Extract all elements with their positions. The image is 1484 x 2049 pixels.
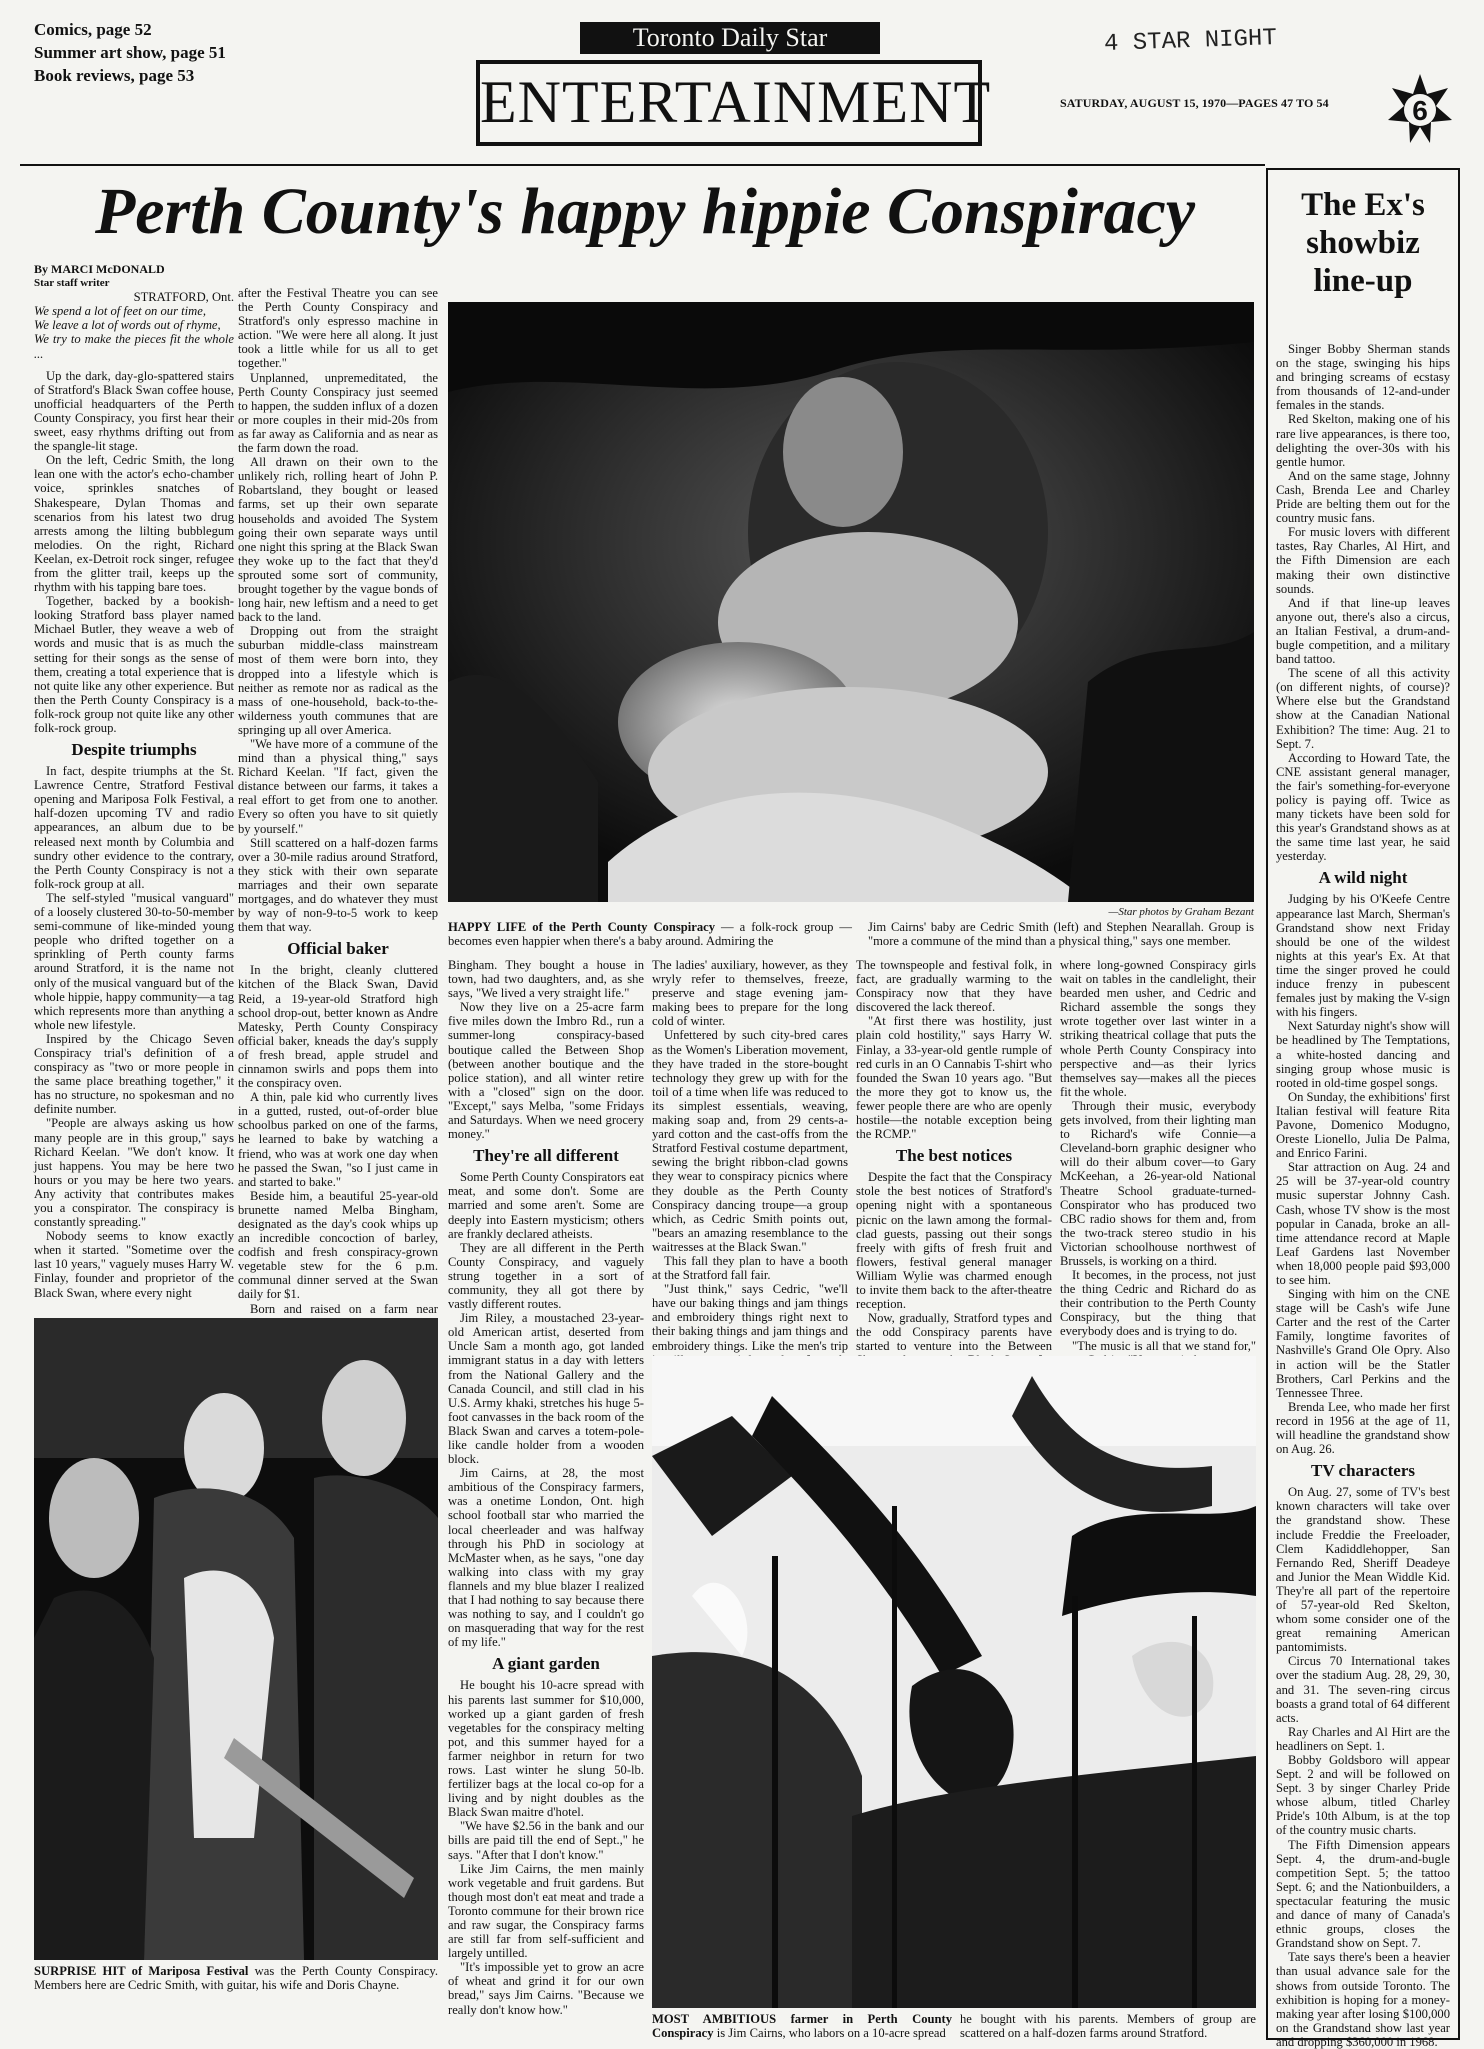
sidebar-box bbox=[1266, 168, 1460, 2049]
caption-lead: HAPPY LIFE of the Perth County Conspiracy bbox=[448, 920, 716, 934]
article-paragraph: "Just think," says Cedric, "we'll have our baking things and jam things and embroidery things right next to their baking things and jam things and embroidery things. Like the men's trip bbox=[652, 1282, 848, 1353]
section-title-box bbox=[476, 60, 992, 146]
sidebar-subhead: TV characters bbox=[1310, 1461, 1416, 1481]
sidebar-paragraph: Brenda Lee, who made her first record in 1956 at the age of 11, will headline the grandstand show on Aug. 26. bbox=[1276, 1399, 1450, 1457]
article-paragraph: Inspired by the Chicago Seven Conspiracy trial's definition of a conspiracy as "two or more people in the same place breathing together," it has no structure, no spokesman and no definite number. bbox=[34, 1031, 234, 1117]
index-art-show-link[interactable]: Summer art show, page 51 bbox=[34, 43, 226, 62]
article-paragraph: A thin, pale kid who currently lives in a gutted, rusted, out-of-order blue schoolbus parked on one of the farms, he learned to bake by watching a friend, who was at work one day when he passed the Swan, "so I just came in and started to bake." bbox=[238, 1090, 438, 1189]
article-paragraph: where long-gowned Conspiracy girls wait on tables in the candlelight, their bearded men usher, and Cedric and Richard assemble the songs they wrote together over last winter in a striking theatrical collage that puts the whole Perth County Conspiracy into perspective and—as their lyrics themselves say—makes all the pieces fit the whole. bbox=[1060, 958, 1256, 1099]
subhead: Official baker bbox=[287, 939, 389, 959]
section-index bbox=[34, 18, 264, 87]
article-column-6 bbox=[1060, 958, 1256, 1353]
article-column-2 bbox=[238, 286, 438, 1316]
article-paragraph: Despite the fact that the Conspiracy stole the best notices of Stratford's opening night with a spontaneous picnic on the lawn among the formal-clad guests, passing out their songs freely with gifts of fresh fruit and flowers, festival general manager William Wylie was charmed enough to invite them back to the after-theatre reception. bbox=[856, 1170, 1052, 1312]
caption-text: — a folk-rock group —becomes even happier when there's a baby around. Admiring the bbox=[448, 920, 853, 948]
article-paragraph: They are all different in the Perth County Conspiracy, and vaguely strung together in a sort of community, they all got there by vastly different routes. bbox=[448, 1240, 644, 1312]
article-paragraph: Dropping out from the straight suburban middle-class mainstream most of them were born into, they dropped into a lifestyle which is neither as remote nor as radical as the mass of one-household, back-to-the-wilderness youth communes that are springing up all over America. bbox=[238, 624, 438, 737]
page-headline: Perth County's happy hippie Conspiracy bbox=[94, 175, 1196, 248]
article-paragraph: "We have more of a commune of the mind than a physical thing," says Richard Keelan. "If fact, given the distance between our farms, it takes a real effort to get from one to another. Every so often you have to sit quietly by yourself." bbox=[238, 737, 438, 836]
photo-mariposa-festival-image bbox=[34, 1318, 438, 1960]
photo-corn-caption-left bbox=[652, 2012, 952, 2042]
article-paragraph: Now, gradually, Stratford types and the odd Conspiracy parents have started to venture into the Between bbox=[856, 1311, 1052, 1354]
photo-credit: —Star photos by Graham Bezant bbox=[1108, 906, 1254, 918]
article-paragraph: Still scattered on a half-dozen farms over a 30-mile radius around Stratford, they stick with their own separate marriages and their own separate mortgages, and do whatever they must by way of non-9-to-5 work to keep them that way. bbox=[238, 835, 438, 935]
photo-top-caption-right bbox=[868, 920, 1254, 950]
article-paragraph: "We have $2.56 in the bank and our bills are paid till the end of Sept.," he says. "After that I don't know." bbox=[448, 1819, 644, 1862]
article-paragraph: Together, backed by a bookish-looking Stratford bass player named Michael Butler, they weave a web of words and music that is as much the setting for their songs as the sense of them, creating a total experience that is not quite like any other experience. But then the Perth County Conspiracy is a folk-rock group not quite like any other folk-rock group. bbox=[34, 594, 234, 735]
star-badge bbox=[1384, 72, 1456, 144]
photo-mariposa-festival bbox=[34, 1318, 438, 1960]
sidebar-paragraph: According to Howard Tate, the CNE assistant general manager, the fair's something-for-everyone policy is paying off. Twice as many tickets have been sold for this year's Grandstand shows as at the same time last year, he said yesterday. bbox=[1276, 750, 1450, 864]
sidebar-paragraph: Judging by his O'Keefe Centre appearance last March, Sherman's Grandstand show next Friday should be one of the wildest nights at this year's Ex. At that time the singer proved he could induce frenzy in pubescent females just by making the V-sign with his fingers. bbox=[1276, 892, 1450, 1020]
caption-text: Jim Cairns' baby are Cedric Smith (left) and Stephen Nearallah. Group is "more a commune of the mind than a physical thing," says one member. bbox=[868, 920, 1254, 948]
sidebar-paragraph: The scene of all this activity (on different nights, of course)? Where else but the Grandstand show at the Canadian National Exhibition? The time: Aug. 21 to Sept. 7. bbox=[1276, 666, 1450, 751]
article-paragraph: The self-styled "musical vanguard" of a loosely clustered 30-to-50-member semi-commune of like-minded young people who drifted together on a sprinkling of Perth county farms around Stratford, it is the name not only of the musical vanguard but of the whole hippie, happy community—a tag which represents more than anything a whole new lifestyle. bbox=[34, 890, 234, 1032]
article-paragraph: Like Jim Cairns, the men mainly work vegetable and fruit gardens. But though most don't eat meat and trade a Toronto commune for their brown rice and raw sugar, the Conspiracy farms are still far from self-sufficient and largely untilled. bbox=[448, 1861, 644, 1961]
byline-role: Star staff writer bbox=[34, 277, 110, 290]
photo-corn-caption-right bbox=[960, 2012, 1256, 2042]
paper-name: Toronto Daily Star bbox=[632, 23, 828, 52]
paper-nameplate bbox=[580, 22, 880, 54]
sidebar-paragraph: On Aug. 27, some of TV's best known characters will take over the grandstand show. These include Freddie the Freeloader, Clem Kadiddlehopper, San Fernando Red, Sheriff Deadeye and Junior the Mean Widdle Kid. They're all part of the repertoire of 57-year-old Red Skelton, whom some consider one of the great remaining American pantomimists. bbox=[1276, 1485, 1450, 1655]
sidebar-paragraph: Singing with him on the CNE stage will be Cash's wife June Carter and the rest of the Carter Family, longtime favorites of Nashville's Grand Ole Opry. Also in action will be the Statler Brothers, Carl Perkins and the Tennessee Three. bbox=[1276, 1287, 1450, 1400]
article-paragraph: In fact, despite triumphs at the St. Lawrence Centre, Stratford Festival opening and Mariposa Folk Festival, a half-dozen upcoming TV and radio appearances, an album due to be released next month by Columbia and sundry other evidence to the contrary, the Perth County Conspiracy is not a folk-rock group at all. bbox=[34, 764, 234, 891]
sidebar-title: The Ex's showbiz line-up bbox=[1301, 187, 1425, 299]
article-paragraph: "People are always asking us how many people are in this group," says Richard Keelan. "We don't know. It just happens. You may be here two hours or you may be here two years. Any activity that contributes makes you a conspirator. The conspiracy is constantly spreading." bbox=[34, 1116, 234, 1230]
article-paragraph: On the left, Cedric Smith, the long lean one with the actor's echo-chamber voice, sprinkles snatches of Shakespeare, Dylan Thomas and scenarios from his latest two drug arrests among the lilting bubblegum melodies. On the right, Richard Keelan, ex-Detroit rock singer, refugee from the glitter trail, keeps up the rhythm with his tapping bare toes. bbox=[34, 453, 234, 595]
photo-corn-field bbox=[652, 1356, 1256, 2008]
sidebar-paragraph: Red Skelton, making one of his rare live appearances, is there too, delighting the over-30s with his gentle humor. bbox=[1276, 412, 1450, 469]
dateline-city: STRATFORD, Ont. bbox=[133, 290, 234, 305]
sidebar-paragraph: For music lovers with different tastes, Ray Charles, Al Hirt, and the Fifth Dimension are each making their own distinctive sounds. bbox=[1276, 525, 1450, 596]
masthead-rule bbox=[20, 164, 1265, 166]
article-paragraph: Bingham. They bought a house in town, had two daughters, and, as she says, "We lived a very straight life." bbox=[448, 958, 644, 1001]
article-paragraph: "It's impossible yet to grow an acre of wheat and grind it for our own bread," says Jim Cairns. "Because we really don't know how." bbox=[448, 1960, 644, 2017]
article-paragraph: It becomes, in the process, not just the thing Cedric and Richard do as their contribution to the Perth County Conspiracy, but the thing that everybody does and is trying to do. bbox=[1060, 1268, 1256, 1339]
article-paragraph: Unfettered by such city-bred cares as the Women's Liberation movement, they have traded in the store-bought technology they grew up with for the toil of a time when life was reduced to its simplest essentials, weaving, making soap and, from 29 cents-a-yard cotton and the cast-offs from the Stratford Festival costume department, sewing the bright ribbon-clad gowns they wear to conspiracy picnics where they double as the Perth County Conspiracy dancing troupe—a group which, as Cedric Smith points out, "bears an amazing resemblance to the waitresses at the Black Swan." bbox=[652, 1028, 848, 1254]
article-paragraph: Jim Cairns, at 28, the most ambitious of the Conspiracy farmers, was a onetime London, Ont. high school football star who married the local cheerleader and was halfway through his PhD in sociology at McMaster when, as he says, "one day walking into class with my gray flannels and my blue blazer I realized that I had nothing to say because there was nothing to say, and I couldn't go on masquerading that way for the rest of my life." bbox=[448, 1466, 644, 1650]
article-paragraph: Nobody seems to know exactly when it started. "Sometime over the last 10 years," vaguely muses Harry W. Finlay, founder and proprietor of the Black Swan, where every night bbox=[34, 1229, 234, 1300]
article-paragraph: He bought his 10-acre spread with his parents last summer for $10,000, worked up a giant garden of fresh vegetables for the conspiracy melting pot, and this summer hayed for a farmer neighbor in return for two rows. Last winter he slung 50-lb. fertilizer bags at the local co-op for a living and by night doubles as the Black Swan maitre d'hotel. bbox=[448, 1678, 644, 1820]
caption-text: he bought with his parents. Members of group are scattered on a half-dozen farms around Stratford. bbox=[960, 2012, 1256, 2040]
article-paragraph: Up the dark, day-glo-spattered stairs of Stratford's Black Swan coffee house, unofficial headquarters of the Perth County Conspiracy, you first hear their sweet, easy rhythms drifting out from the spangle-lit stage. bbox=[34, 368, 234, 454]
sidebar-paragraph: Circus 70 International takes over the stadium Aug. 28, 29, 30, and 31. The seven-ring circus boasts a grand total of 64 different acts. bbox=[1276, 1654, 1450, 1725]
photo-baby-admirers-image bbox=[448, 302, 1254, 902]
article-paragraph: Through their music, everybody gets involved, from their lighting man to Richard's wife Connie—a Cleveland-born graphic designer who will do their album cover—to Gary McKeehan, a 26-year-old National Theatre School graduate-turned-Conspirator who has produced two CBC radio shows for them and, from the two-track stereo studio in his Victorian schoolhouse northwest of Brussels, is working on a third. bbox=[1060, 1098, 1256, 1268]
article-paragraph: In the bright, cleanly cluttered kitchen of the Black Swan, David Reid, a 19-year-old Stratford high school drop-out, better known as Andre Matesky, Perth County Conspiracy official baker, kneads the day's supply of fresh bread, apple strudel and cinnamon swirls and pops them into the conspiracy oven. bbox=[238, 963, 438, 1091]
article-paragraph: This fall they plan to have a booth at the Stratford fall fair. bbox=[652, 1253, 848, 1283]
subhead: The best notices bbox=[895, 1146, 1013, 1166]
epigraph-line: We leave a lot of words out of rhyme, bbox=[34, 318, 221, 333]
caption-lead: MOST AMBITIOUS farmer in Perth County Conspiracy bbox=[652, 2012, 952, 2040]
article-paragraph: "The music is all that we stand for," bbox=[1072, 1338, 1256, 1353]
subhead: Despite triumphs bbox=[71, 740, 197, 760]
article-paragraph: Jim Riley, a moustached 23-year-old American artist, deserted from Uncle Sam a month ago, got landed immigrant status in a day with letters from the National Gallery and the Canada Council, and still clad in his U.S. Army khaki, stretches his huge 5-foot canvasses in the back room of the Black Swan and carves a totem-pole-like candle holder from a wooden block. bbox=[448, 1311, 644, 1467]
article-paragraph: Some Perth County Conspirators eat meat, and some don't. Some are married and some aren't. Some are deeply into Eastern mysticism; others are frankly declared atheists. bbox=[448, 1170, 644, 1241]
article-column-5 bbox=[856, 958, 1052, 1354]
caption-lead: SURPRISE HIT of Mariposa Festival bbox=[34, 1964, 249, 1978]
byline: By MARCI McDONALD bbox=[34, 262, 165, 276]
photo-baby-admirers bbox=[448, 302, 1254, 902]
photo-corn-field-image bbox=[652, 1356, 1256, 2008]
epigraph-line: We try to make the pieces fit the whole ... bbox=[34, 332, 234, 361]
photo-top-caption-left bbox=[448, 920, 852, 950]
sidebar-paragraph: Star attraction on Aug. 24 and 25 will be 37-year-old country music superstar Johnny Cash. Cash, whose TV show is the most popular in Canada, broke an all-time attendance record at Maple Leaf Gardens last November when 18,000 people paid $93,000 to see him. bbox=[1276, 1160, 1450, 1287]
index-comics-link[interactable]: Comics, page 52 bbox=[34, 20, 152, 39]
epigraph-line: We spend a lot of feet on our time, bbox=[34, 304, 206, 319]
article-paragraph: Beside him, a beautiful 25-year-old brunette named Melba Bingham, designated as the day's cook whips up an incredible concoction of barley, codfish and fresh conspiracy-grown vegetable stew for the 6 p.m. communal dinner served at the Swan daily for $1. bbox=[238, 1188, 438, 1302]
sidebar-paragraph: Bobby Goldsboro will appear Sept. 2 and will be followed on Sept. 3 by singer Charley Pride whose album, titled Charley Pride's 10th Album, is at the top of the country music charts. bbox=[1276, 1753, 1450, 1838]
article-paragraph: The townspeople and festival folk, in fact, are gradually warming to the Conspiracy now that they have discovered the lack thereof. bbox=[856, 958, 1052, 1015]
sidebar-paragraph: Tate says there's been a heavier than usual advance sale for the shows from outside Toronto. The exhibition is hoping for a money-making year after losing $100,000 on the Grandstand show last year and dropping $360,000 in 1968. bbox=[1276, 1950, 1450, 2049]
dateline: SATURDAY, AUGUST 15, 1970—PAGES 47 TO 54 bbox=[1060, 96, 1329, 110]
article-paragraph: Now they live on a 25-acre farm five miles down the Imbro Rd., run a summer-long conspiracy-based boutique called the Between Shop (between another boutique and the police station), and all winter retire with a "closed" sign on the door. "Except," says Melba, "some Fridays and Saturdays. When we need grocery money." bbox=[448, 1000, 644, 1142]
article-paragraph: "At first there was hostility, just plain cold hostility," says Harry W. Finlay, a 33-year-old gentle rumple of red curls in an O Cannabis T-shirt who founded the Swan 10 years ago. "But the more they got to know us, the fewer people there are who are openly hostile—the notable exception being the RCMP." bbox=[856, 1014, 1052, 1142]
section-title: ENTERTAINMENT bbox=[480, 69, 992, 135]
article-paragraph: The ladies' auxiliary, however, as they wryly refer to themselves, freeze, preserve and stage evening jam-making bees to prepare for the long cold of winter. bbox=[652, 958, 848, 1029]
caption-text: was the Perth County Conspiracy. Members here are Cedric Smith, with guitar, his wife and Doris Chayne. bbox=[34, 1964, 439, 1992]
sidebar-subhead: A wild night bbox=[1318, 868, 1408, 888]
sidebar-paragraph: Next Saturday night's show will be headlined by The Temptations, a white-hosted dancing and singing group whose music is rooted in old-time gospel songs. bbox=[1276, 1019, 1450, 1090]
sidebar-paragraph: And on the same stage, Johnny Cash, Brenda Lee and Charley Pride are belting them out for the country music fans. bbox=[1276, 468, 1450, 526]
sidebar-body bbox=[1276, 342, 1451, 2049]
subhead: They're all different bbox=[473, 1146, 619, 1166]
sidebar-paragraph: Singer Bobby Sherman stands on the stage, swinging his hips and bringing screams of ecstasy from thousands of 12-and-under females in the stands. bbox=[1276, 342, 1450, 413]
article-column-1 bbox=[34, 262, 234, 1310]
article-paragraph: All drawn on their own to the unlikely rich, rolling heart of John P. Robartsland, they bought or leased farms, set up their own separate households and avoided The System going their own separate ways until one night this spring at the Black Swan they woke up to the fact that they'd sprouted some sort of community, brought together by the vague bonds of long hair, new leftism and a need to get back to the land. bbox=[238, 455, 438, 625]
article-paragraph: Unplanned, unpremeditated, the Perth County Conspiracy just seemed to happen, the sudden influx of a dozen or more couples in their mid-20s from as far away as California and as near as the farm down the road. bbox=[238, 370, 438, 456]
article-column-4 bbox=[652, 958, 848, 1353]
article-paragraph: Born and raised on a farm near bbox=[250, 1301, 438, 1316]
sidebar-paragraph: Ray Charles and Al Hirt are the headliners on Sept. 1. bbox=[1276, 1724, 1450, 1753]
article-paragraph: after the Festival Theatre you can see the Perth County Conspiracy and Stratford's only espresso machine in action. "We were here all along. It just took a little while for us all to get together." bbox=[238, 286, 438, 371]
sidebar-paragraph: The Fifth Dimension appears Sept. 4, the drum-and-bugle competition Sept. 5; the tattoo Sept. 6; and the Nationbuilders, a spectacular featuring the music and dance of many of Canada's ethnic groups, closes the Grandstand show on Sept. 7. bbox=[1276, 1837, 1450, 1951]
index-book-reviews-link[interactable]: Book reviews, page 53 bbox=[34, 66, 195, 85]
caption-text: is Jim Cairns, who labors on a 10-acre spread bbox=[713, 2026, 946, 2040]
subhead: A giant garden bbox=[492, 1654, 600, 1674]
edition-stamp: 4 STAR NIGHT bbox=[1103, 24, 1278, 59]
sidebar-paragraph: And if that line-up leaves anyone out, there's also a circus, an Italian Festival, a drum-and-bugle competition, and a military band tattoo. bbox=[1276, 595, 1450, 667]
article-column-3 bbox=[448, 958, 644, 2018]
sidebar-paragraph: On Sunday, the exhibitions' first Italian festival will feature Rita Pavone, Domenico Modugno, Oreste Lionello, Julia De Palma, and Enrico Farini. bbox=[1276, 1089, 1451, 1161]
star-number: 6 bbox=[1412, 95, 1428, 126]
photo-mariposa-caption bbox=[34, 1964, 438, 2008]
